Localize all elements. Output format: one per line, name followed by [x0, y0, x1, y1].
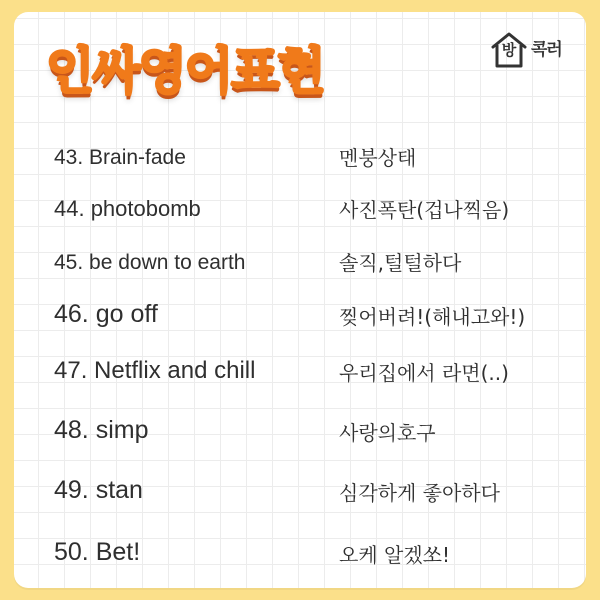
meaning: 사랑의호구	[339, 421, 436, 445]
meaning: 찢어버려!(해내고와!)	[339, 305, 526, 329]
page-title: 인싸영어표현	[46, 42, 324, 100]
list-item	[0, 463, 600, 503]
term: 45. be down to earth	[54, 251, 246, 274]
list-item	[0, 525, 600, 565]
term: 46. go off	[54, 300, 158, 328]
logo-text: 콕러	[531, 40, 562, 60]
list-item	[0, 403, 600, 443]
logo-mark: 방	[501, 41, 517, 59]
brand-logo	[489, 30, 577, 70]
term: 48. simp	[54, 416, 149, 444]
meaning: 멘붕상태	[339, 146, 417, 170]
list-item	[0, 233, 600, 273]
meaning: 심각하게 좋아하다	[339, 481, 500, 505]
list-item	[0, 128, 600, 168]
term: 44. photobomb	[54, 196, 201, 221]
list-item	[0, 287, 600, 327]
meaning: 우리집에서 라면(..)	[339, 361, 509, 385]
term: 50. Bet!	[54, 538, 141, 566]
meaning: 사진폭탄(겁나찍음)	[339, 198, 510, 222]
meaning: 오케 알겠쏘!	[339, 543, 450, 567]
list-item	[0, 180, 600, 220]
meaning: 솔직,털털하다	[339, 251, 462, 275]
list-item	[0, 343, 600, 383]
term: 49. stan	[54, 476, 143, 504]
term: 47. Netflix and chill	[54, 357, 256, 384]
term: 43. Brain-fade	[54, 146, 186, 169]
